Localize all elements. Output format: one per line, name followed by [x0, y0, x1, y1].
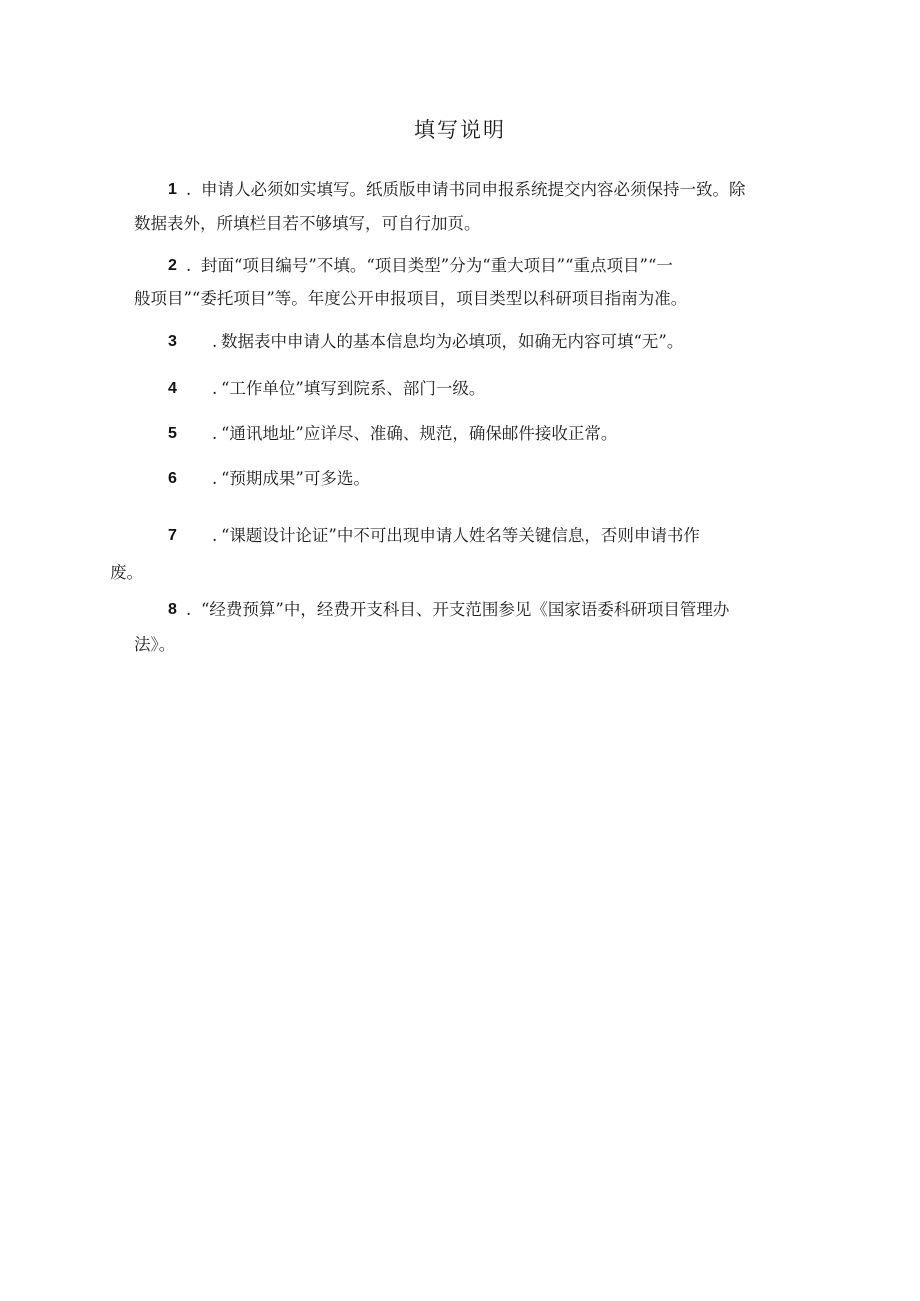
item-number-1: 1	[168, 181, 177, 198]
item-1-line-2: 数据表外，所填栏目若不够填写，可自行加页。	[134, 214, 481, 233]
item-number-7: 7	[168, 527, 177, 544]
item-7-line-2: 废。	[110, 563, 143, 582]
item-8-line-2: 法》。	[134, 635, 176, 654]
item-sep-4: .	[212, 379, 218, 398]
item-5-line-1: “通讯地址”应详尽、准确、规范，确保邮件接收正常。	[221, 424, 618, 443]
item-7-line-1: “课题设计论证”中不可出现申请人姓名等关键信息，否则申请书作	[221, 526, 700, 545]
item-sep-6: .	[212, 469, 218, 488]
item-3-line-1: 数据表中申请人的基本信息均为必填项，如确无内容可填“无”。	[221, 332, 684, 351]
item-sep-8: .	[186, 600, 192, 619]
item-4-line-1: “工作单位”填写到院系、部门一级。	[221, 379, 486, 398]
item-sep-3: .	[212, 332, 218, 351]
item-sep-5: .	[212, 424, 218, 443]
item-number-8: 8	[168, 601, 177, 618]
item-8-line-1: “经费预算”中，经费开支科目、开支范围参见《国家语委科研项目管理办	[201, 600, 730, 619]
item-sep-1: .	[186, 180, 192, 199]
item-number-6: 6	[168, 470, 177, 487]
item-number-3: 3	[168, 333, 177, 350]
item-2-line-2: 般项目”“委托项目”等。年度公开申报项目，项目类型以科研项目指南为准。	[134, 289, 688, 308]
item-sep-7: .	[212, 526, 218, 545]
item-number-2: 2	[168, 257, 177, 274]
item-sep-2: .	[186, 256, 192, 275]
item-2-line-1: 封面“项目编号”不填。“项目类型”分为“重大项目”“重点项目”“一	[201, 256, 673, 275]
item-6-line-1: “预期成果”可多选。	[221, 469, 370, 488]
item-1-line-1: 申请人必须如实填写。纸质版申请书同申报系统提交内容必须保持一致。除	[201, 180, 746, 199]
item-number-5: 5	[168, 425, 177, 442]
page-title: 填写说明	[414, 118, 506, 142]
item-number-4: 4	[168, 380, 177, 397]
